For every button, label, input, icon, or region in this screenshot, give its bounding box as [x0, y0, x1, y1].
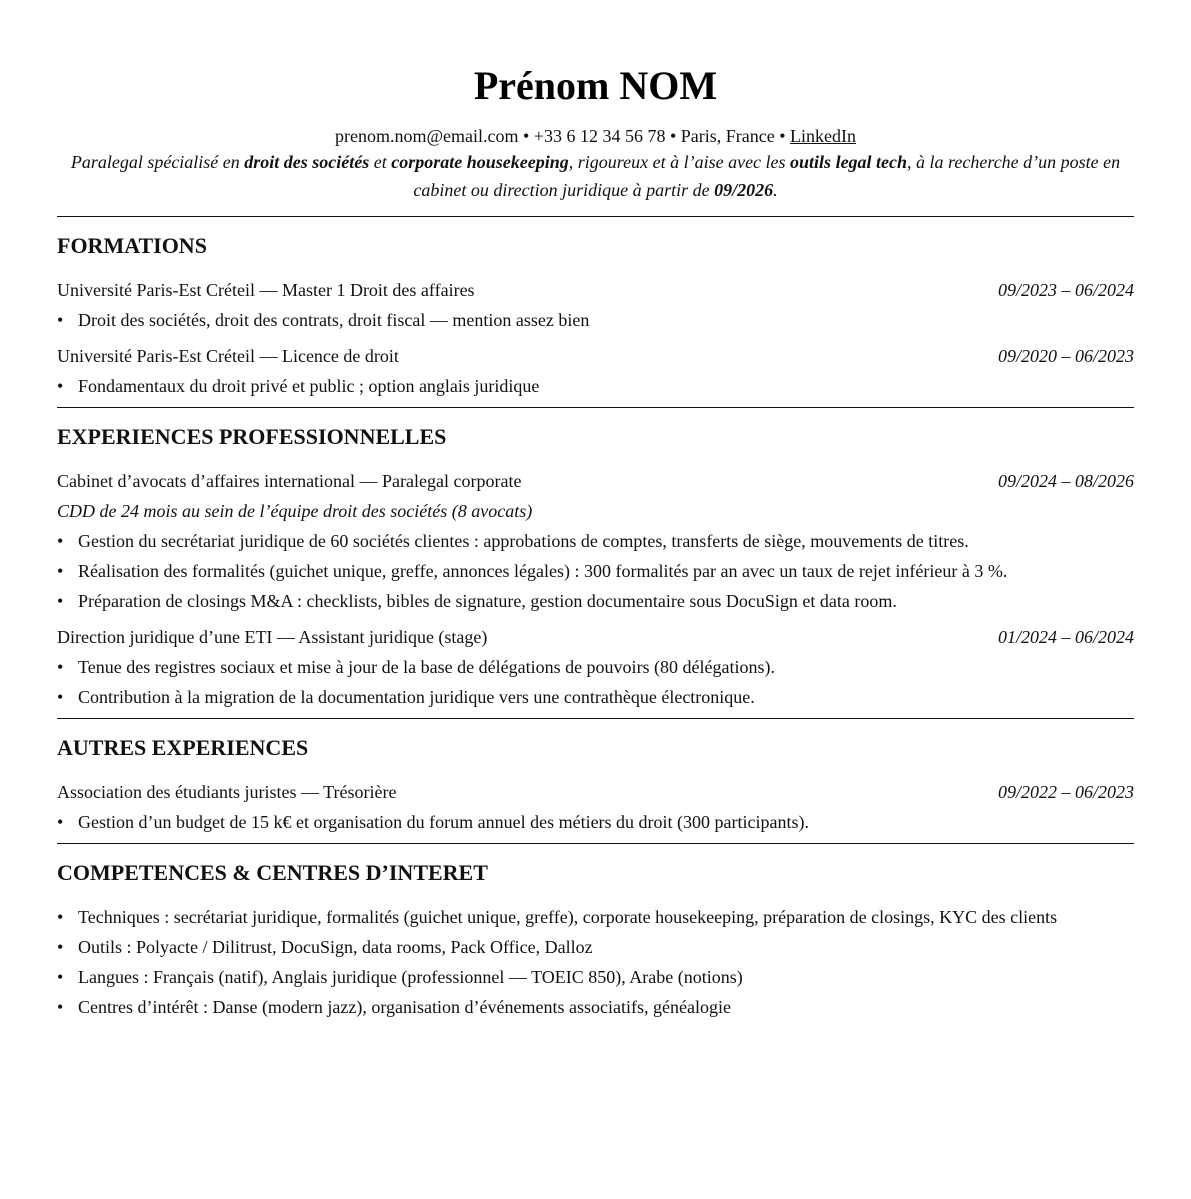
- section-divider: [57, 407, 1134, 408]
- entry-bullets: [57, 371, 1134, 401]
- section-competences: [57, 858, 1134, 1022]
- section-divider: [57, 216, 1134, 217]
- section-divider: [57, 718, 1134, 719]
- entry-header: [57, 341, 1134, 371]
- skill-item: • Langues : Français (natif), Anglais juridique (professionnel — TOEIC 850), Arabe (notions): [57, 962, 1134, 992]
- section-divider: [57, 843, 1134, 844]
- section-title-autres: AUTRES EXPERIENCES: [57, 735, 309, 760]
- entry-header: [57, 622, 1134, 652]
- bullet-item: • Préparation de closings M&A : checklists, bibles de signature, gestion documentaire sous DocuSign et data room.: [57, 586, 1134, 616]
- entry-title: Association des étudiants juristes — Trésorière: [57, 782, 397, 802]
- section-experiences: [57, 422, 1134, 712]
- entry-header: [57, 466, 1134, 496]
- experience-entry: [57, 622, 1134, 712]
- entry-header: [57, 275, 1134, 305]
- bullet-item: • Droit des sociétés, droit des contrats, droit fiscal — mention assez bien: [57, 305, 1134, 335]
- experience-entry: [57, 466, 1134, 616]
- summary-highlight: 09/2026: [714, 180, 774, 200]
- contact-details: prenom.nom@email.com • +33 6 12 34 56 78 • Paris, France •: [334, 126, 791, 146]
- bullet-item: • Fondamentaux du droit privé et public ; option anglais juridique: [57, 371, 1134, 401]
- linkedin-link[interactable]: LinkedIn: [790, 126, 857, 146]
- summary-text: , rigoureux et à l’aise avec les: [568, 152, 791, 172]
- skill-item: • Centres d’intérêt : Danse (modern jazz), organisation d’événements associatifs, généalogie: [57, 992, 1134, 1022]
- entry-dates: 09/2023 – 06/2024: [997, 280, 1134, 300]
- entry-title: Cabinet d’avocats d’affaires international — Paralegal corporate: [57, 471, 522, 491]
- bullet-item: • Réalisation des formalités (guichet unique, greffe, annonces légales) : 300 formalités par an avec un taux de rejet inférieur à 3 %.: [57, 556, 1134, 586]
- other-experience-entry: [57, 777, 1134, 837]
- summary-highlight: corporate housekeeping: [391, 152, 569, 172]
- summary-highlight: outils legal tech: [790, 152, 908, 172]
- skills-list: [57, 902, 1134, 1022]
- entry-bullets: [57, 807, 1134, 837]
- resume-page: [57, 0, 1134, 1022]
- candidate-name: Prénom NOM: [473, 63, 718, 108]
- bullet-item: • Contribution à la migration de la documentation juridique vers une contrathèque électronique.: [57, 682, 1134, 712]
- contact-line: [57, 124, 1134, 148]
- summary-text: .: [773, 180, 778, 200]
- skill-item: • Outils : Polyacte / Dilitrust, DocuSign, data rooms, Pack Office, Dalloz: [57, 932, 1134, 962]
- resume-header: [57, 58, 1134, 204]
- section-title-formations: FORMATIONS: [57, 233, 207, 258]
- bullet-item: • Tenue des registres sociaux et mise à jour de la base de délégations de pouvoirs (80 délégations).: [57, 652, 1134, 682]
- entry-bullets: [57, 526, 1134, 616]
- entry-dates: 09/2024 – 08/2026: [997, 471, 1134, 491]
- summary-highlight: droit des sociétés: [244, 152, 370, 172]
- entry-dates: 09/2022 – 06/2023: [997, 782, 1134, 802]
- education-entry: [57, 275, 1134, 335]
- entry-dates: 01/2024 – 06/2024: [997, 627, 1134, 647]
- profile-summary: [57, 148, 1134, 204]
- entry-bullets: [57, 305, 1134, 335]
- skill-item: • Techniques : secrétariat juridique, formalités (guichet unique, greffe), corporate housekeeping, préparation de closings, KYC des clients: [57, 902, 1134, 932]
- section-title-competences: COMPETENCES & CENTRES D’INTERET: [57, 860, 488, 885]
- entry-subtitle: CDD de 24 mois au sein de l’équipe droit des sociétés (8 avocats): [57, 501, 533, 521]
- summary-text: , à la recherche d’un poste en cabinet ou direction juridique à partir de: [413, 152, 1121, 200]
- entry-header: [57, 777, 1134, 807]
- section-autres-experiences: [57, 733, 1134, 837]
- entry-title: Direction juridique d’une ETI — Assistant juridique (stage): [57, 627, 488, 647]
- section-formations: [57, 231, 1134, 401]
- section-title-experiences: EXPERIENCES PROFESSIONNELLES: [57, 424, 447, 449]
- education-entry: [57, 341, 1134, 401]
- entry-title: Université Paris-Est Créteil — Master 1 Droit des affaires: [57, 280, 475, 300]
- bullet-item: • Gestion du secrétariat juridique de 60 sociétés clientes : approbations de comptes, transferts de siège, mouvements de titres.: [57, 526, 1134, 556]
- summary-text: et: [369, 152, 392, 172]
- entry-bullets: [57, 652, 1134, 712]
- bullet-item: • Gestion d’un budget de 15 k€ et organisation du forum annuel des métiers du droit (300 participants).: [57, 807, 1134, 837]
- entry-dates: 09/2020 – 06/2023: [997, 346, 1134, 366]
- entry-title: Université Paris-Est Créteil — Licence de droit: [57, 346, 399, 366]
- summary-text: Paralegal spécialisé en: [70, 152, 245, 172]
